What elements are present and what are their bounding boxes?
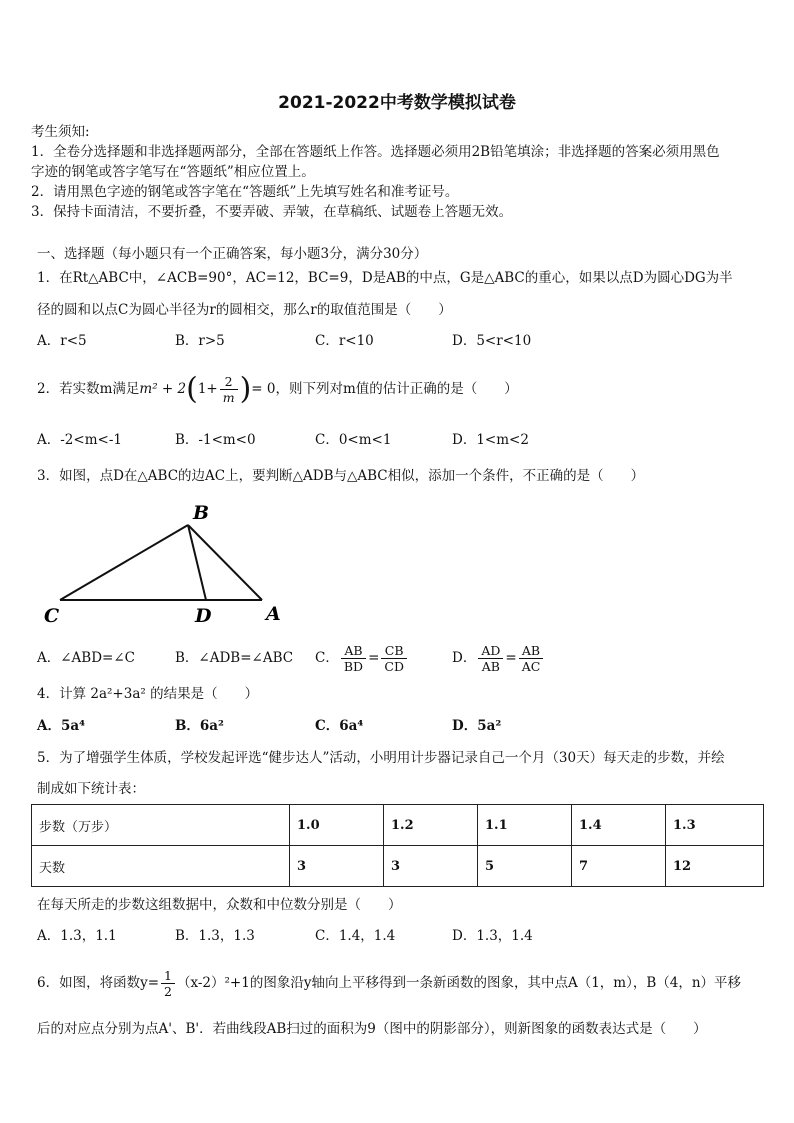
notice-line-3: 3．保持卡面清洁，不要折叠，不要弄破、弄皱，在草稿纸、试题卷上答题无效。 xyxy=(31,204,513,220)
q2-option-d: D．1<m<2 xyxy=(452,432,529,448)
q3-option-d xyxy=(452,638,545,678)
q3-d-num1: AD xyxy=(478,643,503,659)
q4-stem: 4．计算 2a²+3a² 的结果是（ ） xyxy=(37,686,259,702)
q6-line-2: 后的对应点分别为点A'、B'．若曲线段AB扫过的面积为9（图中的阴影部分），则新图象的函数表达式是（ ） xyxy=(37,1021,707,1037)
q2-frac-den: m xyxy=(222,390,235,405)
q3-c-num1: AB xyxy=(341,643,366,659)
q3-c-num2: CB xyxy=(381,643,407,659)
q2-left-paren: ( xyxy=(186,371,198,407)
q6-suffix: （x-2）²+1的图象沿y轴向上平移得到一条新函数的图象，其中点A（1，m），B（4，n）平移 xyxy=(176,975,742,991)
table-cell: 1.3 xyxy=(666,805,764,846)
q2-expr-b: 1+ xyxy=(197,381,218,397)
q3-d-den1: AB xyxy=(481,659,500,674)
q3-side-ba xyxy=(188,525,262,600)
q6-frac-num: 1 xyxy=(161,968,175,984)
q1-option-d: D．5<r<10 xyxy=(452,333,532,349)
q3-option-c-frac-2 xyxy=(381,643,407,674)
q3-triangle-figure xyxy=(30,495,290,630)
q2-prefix: 2．若实数m满足 xyxy=(37,381,140,397)
table-cell: 1.0 xyxy=(290,805,384,846)
q1-line-2: 径的圆和以点C为圆心半径为r的圆相交，那么r的取值范围是（ ） xyxy=(37,302,452,318)
q3-option-c xyxy=(315,638,409,678)
notice-line-1b: 字迹的钢笔或答字笔写在“答题纸”相应位置上。 xyxy=(31,164,315,180)
table-row xyxy=(32,805,764,846)
page-title: 2021-2022中考数学模拟试卷 xyxy=(278,93,516,113)
q3-label-d: D xyxy=(195,605,212,627)
q3-label-b: B xyxy=(193,502,210,524)
q1-line-1: 1．在Rt△ABC中，∠ACB=90°，AC=12，BC=9，D是AB的中点，G是△ABC的重心，如果以点D为圆心DG为半 xyxy=(37,270,733,286)
q5-line-2: 制成如下统计表： xyxy=(37,781,145,797)
q5-option-a: A．1.3，1.1 xyxy=(37,928,117,944)
q6-fraction xyxy=(161,968,175,999)
q4-option-c: C．6a⁴ xyxy=(315,718,364,734)
q2-option-c: C．0<m<1 xyxy=(315,432,392,448)
q3-label-c: C xyxy=(44,605,60,627)
q3-option-d-frac-1 xyxy=(478,643,503,674)
table-cell: 7 xyxy=(572,846,666,887)
q1-option-c: C．r<10 xyxy=(315,333,374,349)
q2-expr-a: m² + 2 xyxy=(139,381,187,397)
table-row xyxy=(32,846,764,887)
q3-stem: 3．如图，点D在△ABC的边AC上，要判断△ADB与△ABC相似，添加一个条件，不正确的是（ ） xyxy=(37,468,645,484)
table-cell: 5 xyxy=(478,846,572,887)
table-cell: 12 xyxy=(666,846,764,887)
q2-stem xyxy=(37,372,518,406)
q1-option-a: A．r<5 xyxy=(37,333,87,349)
q5-option-b: B．1.3，1.3 xyxy=(175,928,255,944)
q5-question: 在每天所走的步数这组数据中，众数和中位数分别是（ ） xyxy=(37,897,402,913)
notice-line-2: 2．请用黑色字迹的钢笔或答字笔在“答题纸”上先填写姓名和准考证号。 xyxy=(31,184,459,200)
notice-heading: 考生须知: xyxy=(31,124,90,140)
q3-d-den2: AC xyxy=(521,659,541,674)
q3-label-a: A xyxy=(266,603,281,625)
q3-c-den2: CD xyxy=(384,659,404,674)
q4-option-a: A．5a⁴ xyxy=(37,718,86,734)
q3-d-eq: = xyxy=(505,650,517,666)
q3-option-c-frac-1 xyxy=(341,643,366,674)
table-cell: 步数（万步） xyxy=(32,805,290,846)
q3-option-c-prefix: C． xyxy=(315,650,339,666)
q3-option-d-prefix: D． xyxy=(452,650,477,666)
q3-d-num2: AB xyxy=(519,643,544,659)
q3-side-cb xyxy=(60,525,188,600)
q5-option-d: D．1.3，1.4 xyxy=(452,928,533,944)
q3-segment-bd xyxy=(188,525,206,600)
table-cell: 1.4 xyxy=(572,805,666,846)
q5-line-1: 5．为了增强学生体质，学校发起评选“健步达人”活动，小明用计步器记录自己一个月（30天）每天走的步数，并绘 xyxy=(37,750,725,766)
table-cell: 3 xyxy=(290,846,384,887)
table-cell: 天数 xyxy=(32,846,290,887)
q3-c-den1: BD xyxy=(343,659,364,674)
q1-option-b: B．r>5 xyxy=(175,333,225,349)
table-cell: 3 xyxy=(384,846,478,887)
q2-option-a: A．-2<m<-1 xyxy=(37,432,122,448)
q4-option-b: B．6a² xyxy=(175,718,224,734)
q6-prefix: 6．如图，将函数y= xyxy=(37,975,160,991)
table-cell: 1.1 xyxy=(478,805,572,846)
q3-option-b: B．∠ADB=∠ABC xyxy=(175,650,294,666)
q2-fraction xyxy=(220,374,238,405)
table-cell: 1.2 xyxy=(384,805,478,846)
q2-expr-c: = 0 xyxy=(251,381,276,397)
q2-suffix: ，则下列对m值的估计正确的是（ ） xyxy=(275,381,518,397)
q3-option-a: A．∠ABD=∠C xyxy=(37,650,136,666)
q4-option-d: D．5a² xyxy=(452,718,502,734)
section-heading: 一、选择题（每小题只有一个正确答案，每小题3分，满分30分） xyxy=(37,246,428,262)
q5-option-c: C．1.4，1.4 xyxy=(315,928,396,944)
q2-option-b: B．-1<m<0 xyxy=(175,432,256,448)
q2-frac-num: 2 xyxy=(220,374,238,390)
q3-c-eq: = xyxy=(368,650,380,666)
q6-frac-den: 2 xyxy=(164,984,172,999)
q6-line-1 xyxy=(37,963,741,1003)
q5-steps-table xyxy=(31,804,764,887)
notice-line-1a: 1．全卷分选择题和非选择题两部分，全部在答题纸上作答。选择题必须用2B铅笔填涂；非选择题的答案必须用黑色 xyxy=(31,144,720,160)
q3-option-d-frac-2 xyxy=(519,643,544,674)
q2-right-paren: ) xyxy=(239,371,252,407)
